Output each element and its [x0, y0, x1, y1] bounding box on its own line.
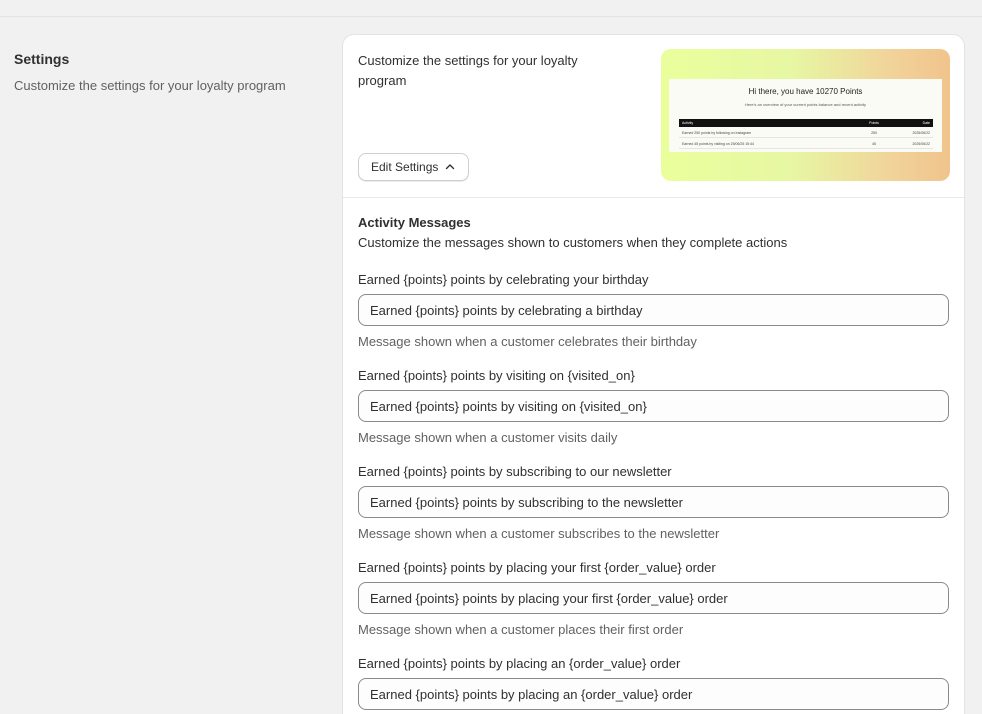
preview-col-points: Points: [869, 121, 879, 125]
field-help-text: Message shown when a customer subscribes to the newsletter: [358, 526, 720, 541]
preview-row-points: 250: [871, 130, 877, 135]
field-label: Earned {points} points by subscribing to our newsletter: [358, 464, 672, 479]
settings-intro-text: Customize the settings for your loyalty program: [358, 53, 578, 88]
preview-row-date: 2025/06/22: [912, 130, 930, 135]
newsletter-message-field: [358, 463, 950, 542]
field-help-text: Message shown when a customer visits daily: [358, 430, 618, 445]
newsletter-message-input[interactable]: [358, 486, 949, 518]
first-order-message-input[interactable]: [358, 582, 949, 614]
preview-table-header: [679, 119, 933, 127]
field-help-text: Message shown when a customer celebrates their birthday: [358, 334, 697, 349]
activity-messages-title: Activity Messages: [358, 215, 471, 230]
field-label: Earned {points} points by placing your first {order_value} order: [358, 560, 716, 575]
preview-row-activity: Earned 45 points by visiting on 25/06/25 15:44: [682, 141, 754, 146]
field-label: Earned {points} points by celebrating your birthday: [358, 272, 649, 287]
field-help-text: Message shown when a customer places their first order: [358, 622, 684, 637]
settings-title: Settings: [14, 51, 70, 67]
preview-subtitle: Here's an overview of your current points balance and recent activity: [744, 102, 867, 107]
edit-settings-label: Edit Settings: [371, 160, 439, 174]
settings-card: [342, 34, 965, 714]
field-label: Earned {points} points by visiting on {visited_on}: [358, 368, 635, 383]
section-divider: [0, 16, 982, 17]
field-label: Earned {points} points by placing an {order_value} order: [358, 656, 681, 671]
order-message-input[interactable]: [358, 678, 949, 710]
order-message-field: [358, 655, 950, 710]
preview-row-activity: Earned 250 points by following on Instagram: [682, 130, 752, 135]
settings-card-header: [343, 35, 964, 198]
preview-col-activity: Activity: [682, 121, 694, 125]
preview-col-date: Date: [922, 121, 930, 125]
preview-table-row: [679, 139, 933, 149]
preview-row-points: 45: [872, 141, 876, 146]
chevron-up-icon: [444, 161, 456, 173]
preview-row-date: 2025/06/22: [912, 141, 930, 146]
activity-messages-section: [358, 214, 950, 253]
visit-message-field: [358, 367, 950, 446]
visit-message-input[interactable]: [358, 390, 949, 422]
activity-messages-description: Customize the messages shown to customers when they complete actions: [358, 235, 788, 250]
first-order-message-field: [358, 559, 950, 638]
birthday-message-field: [358, 271, 950, 350]
preview-table-row: [679, 128, 933, 138]
settings-description: Customize the settings for your loyalty program: [14, 78, 286, 93]
settings-sidebar: [14, 50, 324, 94]
birthday-message-input[interactable]: [358, 294, 949, 326]
preview-title: Hi there, you have 10270 Points: [748, 87, 863, 96]
preview-panel: [669, 79, 942, 152]
edit-settings-button[interactable]: [358, 153, 469, 181]
loyalty-widget-preview: [661, 49, 950, 181]
